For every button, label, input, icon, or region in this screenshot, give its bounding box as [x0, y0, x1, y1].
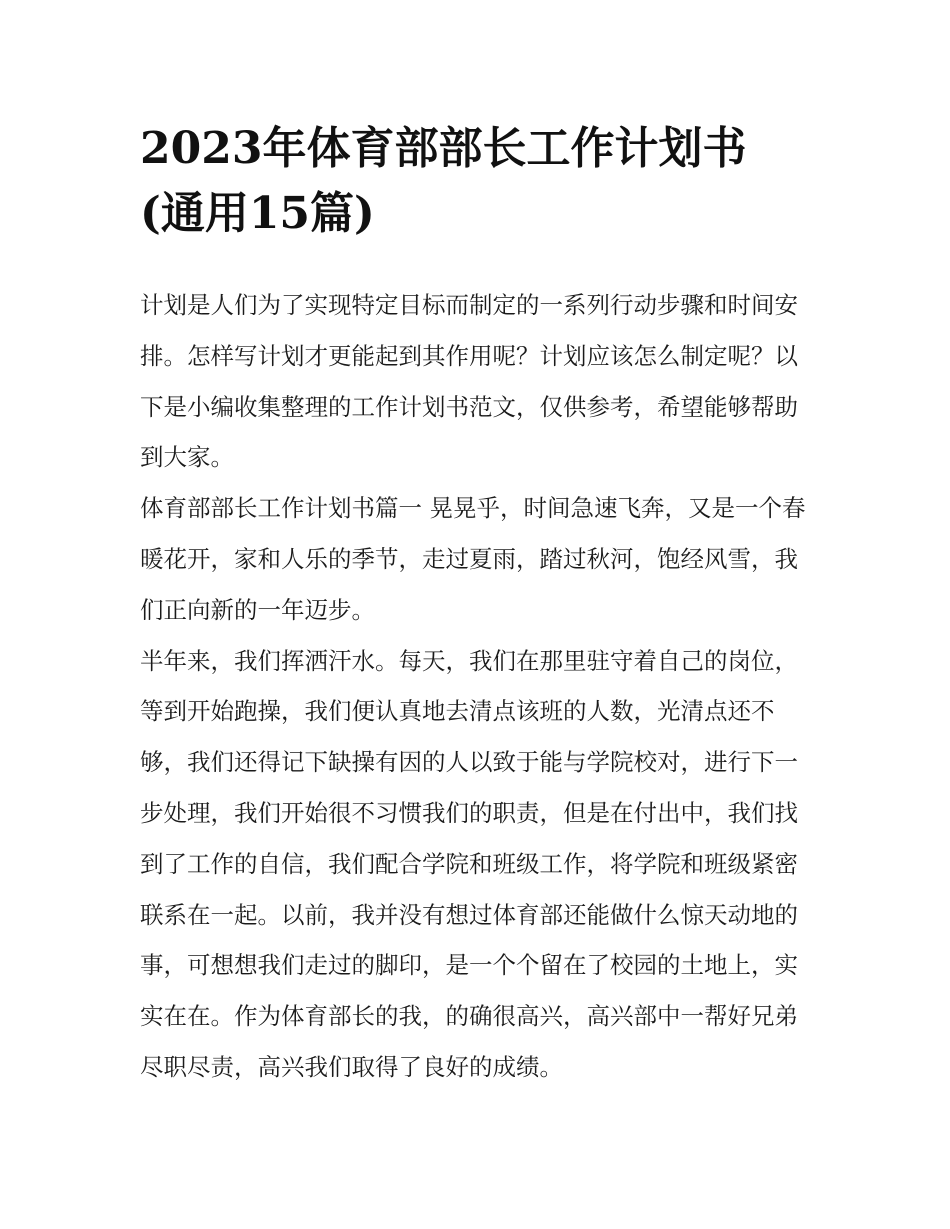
paragraph-plan-one: 体育部部长工作计划书篇一 晃晃乎，时间急速飞奔，又是一个春暖花开，家和人乐的季节，走过夏雨，踏过秋河，饱经风雪，我们正向新的一年迈步。 [140, 494, 806, 624]
document-title [140, 116, 820, 246]
paragraph-intro: 计划是人们为了实现特定目标而制定的一系列行动步骤和时间安排。怎样写计划才更能起到其作用呢？计划应该怎么制定呢？以下是小编收集整理的工作计划书范文，仅供参考，希望能够帮助到大家。 [140, 291, 798, 472]
document-body [140, 280, 816, 1093]
paragraph-half-year: 半年来，我们挥洒汗水。每天，我们在那里驻守着自己的岗位，等到开始跑操，我们便认真地去清点该班的人数，光清点还不够，我们还得记下缺操有因的人以致于能与学院校对，进行下一步处理，我们开始很不习惯我们的职责，但是在付出中，我们找到了工作的自信，我们配合学院和班级工作，将学院和班级紧密联系在一起。以前，我并没有想过体育部还能做什么惊天动地的事，可想想我们走过的脚印，是一个个留在了校园的土地上，实实在在。作为体育部长的我，的确很高兴，高兴部中一帮好兄弟尽职尽责，高兴我们取得了良好的成绩。 [140, 646, 798, 1081]
title-line-1: 2023年体育部部长工作计划书 [140, 123, 747, 174]
title-line-2: (通用15篇) [140, 188, 375, 239]
